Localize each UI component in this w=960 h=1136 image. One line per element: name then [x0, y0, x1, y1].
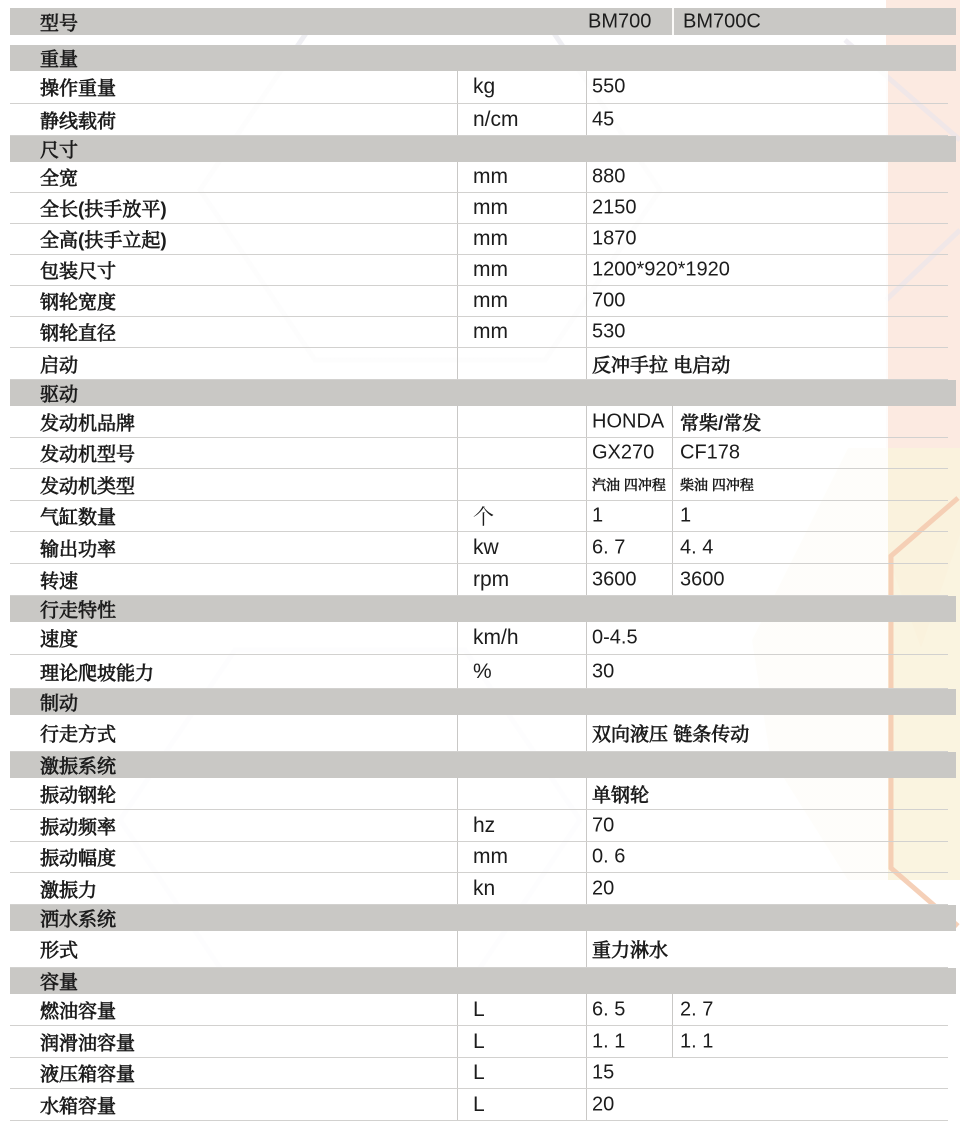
table-row [10, 317, 948, 348]
column-divider [672, 564, 673, 595]
column-divider [457, 532, 458, 563]
spec-label: 发动机型号 [40, 444, 136, 466]
spec-value-bm700: 880 [592, 165, 626, 188]
column-divider [457, 873, 458, 904]
column-divider [586, 715, 587, 751]
column-divider [457, 842, 458, 872]
spec-label: 水箱容量 [40, 1096, 117, 1117]
column-divider [586, 532, 587, 563]
model-name-bm700c: BM700C [683, 10, 761, 32]
spec-unit: L [473, 1061, 485, 1084]
column-divider [672, 406, 673, 437]
column-divider [672, 1026, 673, 1057]
column-divider [457, 622, 458, 654]
spec-value-bm700: 6. 7 [592, 536, 626, 558]
table-row [10, 532, 948, 564]
spec-unit: kn [473, 876, 496, 900]
section-title: 驱动 [40, 384, 79, 406]
spec-unit: 个 [473, 506, 494, 529]
spec-unit: L [473, 997, 485, 1021]
spec-value-bm700: 0. 6 [592, 845, 626, 868]
column-divider [586, 224, 587, 254]
table-row [10, 286, 948, 317]
spec-label: 气缸数量 [40, 507, 117, 529]
column-divider [586, 469, 587, 500]
spec-label: 燃油容量 [40, 1001, 117, 1022]
table-row [10, 224, 948, 255]
section-title: 重量 [40, 49, 79, 71]
spec-label: 振动幅度 [40, 848, 117, 870]
spec-value-bm700: 1. 1 [592, 1030, 626, 1052]
spec-value-bm700: 530 [592, 320, 626, 343]
spec-unit: mm [473, 258, 508, 281]
section-title: 激振系统 [40, 756, 117, 778]
spec-value-both-models: 重力淋水 [592, 940, 669, 962]
column-divider [586, 622, 587, 654]
spec-value-bm700: 550 [592, 75, 626, 98]
table-row [10, 71, 948, 104]
table-row [10, 655, 948, 689]
column-divider [457, 994, 458, 1025]
column-divider [457, 162, 458, 192]
table-row [10, 193, 948, 224]
column-divider [457, 1089, 458, 1120]
spec-label: 全高(扶手立起) [40, 230, 167, 252]
column-divider [586, 1089, 587, 1120]
column-divider [457, 71, 458, 103]
section-title: 制动 [40, 693, 79, 715]
table-row [10, 501, 948, 532]
column-divider [672, 994, 673, 1025]
table-row [10, 715, 948, 752]
column-divider [672, 501, 673, 531]
column-divider [586, 501, 587, 531]
column-divider [457, 778, 458, 809]
spec-unit: mm [473, 227, 508, 250]
spec-label: 输出功率 [40, 539, 117, 560]
spec-unit: hz [473, 813, 496, 837]
table-row [10, 406, 948, 438]
table-row [10, 255, 948, 286]
column-divider [586, 286, 587, 316]
spec-unit: mm [473, 320, 508, 343]
table-row [10, 104, 948, 136]
spec-value-bm700: 30 [592, 660, 615, 682]
table-row [10, 564, 948, 596]
column-divider [586, 842, 587, 872]
spec-unit: mm [473, 165, 508, 188]
column-divider [672, 532, 673, 563]
table-row [10, 1026, 948, 1058]
spec-value-bm700: 1200*920*1920 [592, 258, 730, 281]
column-divider [672, 438, 673, 468]
table-row [10, 842, 948, 873]
column-divider [457, 348, 458, 379]
column-divider [457, 655, 458, 688]
column-divider [457, 104, 458, 135]
section-header-drive [10, 380, 956, 406]
spec-label: 速度 [40, 629, 79, 651]
column-divider [586, 193, 587, 223]
column-divider [586, 406, 587, 437]
model-column-divider [672, 8, 674, 35]
column-divider [586, 810, 587, 841]
column-divider [586, 162, 587, 192]
spec-value-bm700: 汽油 四冲程 [592, 476, 666, 493]
spec-label: 启动 [40, 355, 79, 376]
spec-unit: kw [473, 535, 499, 559]
model-header-row [10, 8, 956, 35]
column-divider [457, 438, 458, 468]
column-divider [586, 873, 587, 904]
column-divider [586, 438, 587, 468]
spec-value-bm700: 700 [592, 289, 626, 312]
spec-label: 钢轮宽度 [40, 292, 117, 314]
spec-value-bm700: 45 [592, 108, 615, 130]
table-row [10, 873, 948, 905]
spec-unit: km/h [473, 626, 519, 649]
column-divider [586, 778, 587, 809]
column-divider [457, 1026, 458, 1057]
column-divider [586, 1058, 587, 1088]
column-divider [672, 469, 673, 500]
table-row [10, 469, 948, 501]
spec-label: 包装尺寸 [40, 261, 117, 283]
section-title: 洒水系统 [40, 909, 117, 931]
spec-value-bm700: 1870 [592, 227, 637, 250]
column-divider [457, 224, 458, 254]
section-header-dimensions [10, 136, 956, 162]
spec-label: 钢轮直径 [40, 323, 117, 345]
column-divider [457, 564, 458, 595]
column-divider [586, 931, 587, 967]
column-divider [586, 655, 587, 688]
table-row [10, 1089, 948, 1121]
spec-value-bm700: 20 [592, 1093, 615, 1115]
section-header-vibration [10, 752, 956, 778]
column-divider [586, 317, 587, 347]
spec-label: 振动钢轮 [40, 785, 117, 806]
spec-value-bm700: 0-4.5 [592, 626, 638, 649]
column-divider [586, 994, 587, 1025]
spec-value-bm700c: 2. 7 [680, 998, 714, 1020]
table-row [10, 810, 948, 842]
spec-label: 激振力 [40, 880, 98, 901]
section-header-brake [10, 689, 956, 715]
column-divider [457, 469, 458, 500]
spec-label: 静线载荷 [40, 111, 117, 132]
spec-value-bm700c: CF178 [680, 441, 741, 464]
spec-label: 行走方式 [40, 724, 117, 746]
section-header-capacity [10, 968, 956, 994]
section-header-sprinkler [10, 905, 956, 931]
spec-label: 理论爬坡能力 [40, 663, 155, 684]
column-divider [457, 193, 458, 223]
column-divider [457, 501, 458, 531]
spec-unit: mm [473, 196, 508, 219]
spec-table [10, 0, 960, 1121]
spec-label: 全长(扶手放平) [40, 199, 167, 221]
spec-label: 操作重量 [40, 78, 117, 100]
spec-value-bm700c: 1. 1 [680, 1030, 714, 1052]
section-title: 容量 [40, 972, 79, 994]
table-row [10, 931, 948, 968]
table-row [10, 162, 948, 193]
spec-label: 转速 [40, 571, 79, 592]
section-title: 行走特性 [40, 600, 117, 622]
column-divider [586, 71, 587, 103]
spec-label: 全宽 [40, 168, 79, 190]
table-row [10, 1058, 948, 1089]
column-divider [457, 255, 458, 285]
spec-value-both-models: 双向液压 链条传动 [592, 724, 750, 746]
spec-value-both-models: 反冲手拉 电启动 [592, 355, 731, 376]
spec-value-bm700: 15 [592, 1061, 615, 1084]
spec-value-bm700: 3600 [592, 568, 637, 590]
spec-value-bm700c: 柴油 四冲程 [680, 476, 754, 493]
column-divider [457, 1058, 458, 1088]
model-name-bm700: BM700 [588, 10, 652, 32]
spec-value-bm700: HONDA [592, 410, 665, 432]
spec-label: 发动机类型 [40, 476, 136, 497]
column-divider [457, 406, 458, 437]
spec-label: 润滑油容量 [40, 1033, 136, 1054]
column-divider [457, 810, 458, 841]
spec-value-bm700c: 1 [680, 504, 692, 527]
spec-label: 液压箱容量 [40, 1064, 136, 1086]
column-divider [457, 286, 458, 316]
column-divider [586, 564, 587, 595]
spec-value-bm700c: 3600 [680, 568, 725, 590]
spec-value-bm700: 6. 5 [592, 998, 626, 1020]
spec-label: 形式 [40, 940, 79, 962]
spec-unit: kg [473, 75, 496, 98]
spec-value-bm700: 20 [592, 877, 615, 899]
column-divider [457, 317, 458, 347]
spec-value-bm700c: 4. 4 [680, 536, 714, 558]
column-divider [457, 715, 458, 751]
spec-unit: mm [473, 845, 508, 868]
spec-unit: L [473, 1029, 485, 1053]
table-row [10, 994, 948, 1026]
spec-unit: L [473, 1092, 485, 1116]
table-row [10, 622, 948, 655]
table-row [10, 438, 948, 469]
spec-unit: mm [473, 289, 508, 312]
spec-value-bm700: GX270 [592, 441, 655, 464]
column-divider [586, 104, 587, 135]
column-divider [586, 255, 587, 285]
spec-value-both-models: 单钢轮 [592, 785, 650, 806]
spec-unit: % [473, 659, 492, 683]
spec-unit: n/cm [473, 107, 519, 131]
spec-unit: rpm [473, 567, 510, 591]
spec-value-bm700: 70 [592, 814, 615, 836]
table-row [10, 348, 948, 380]
spec-value-bm700c: 常柴/常发 [680, 413, 762, 434]
header-gap [10, 35, 956, 45]
spec-label: 振动频率 [40, 817, 117, 838]
spec-value-bm700: 2150 [592, 196, 637, 219]
section-title: 尺寸 [40, 140, 79, 162]
section-header-travel [10, 596, 956, 622]
spec-label: 发动机品牌 [40, 413, 136, 434]
column-divider [586, 348, 587, 379]
model-label: 型号 [40, 13, 79, 34]
column-divider [586, 1026, 587, 1057]
section-header-weight [10, 45, 956, 71]
column-divider [457, 931, 458, 967]
table-row [10, 778, 948, 810]
spec-value-bm700: 1 [592, 504, 604, 527]
